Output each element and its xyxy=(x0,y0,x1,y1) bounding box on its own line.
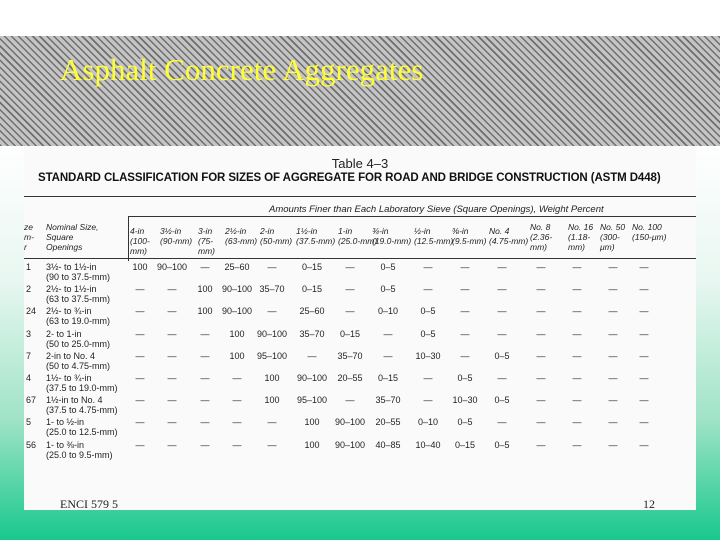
table-cell: — xyxy=(423,284,433,295)
table-cell: — xyxy=(135,417,145,428)
table-cell: — xyxy=(200,350,210,361)
size-number-header: ze m- r xyxy=(24,222,34,252)
size-number: 7 xyxy=(26,350,32,361)
table-cell: 100 xyxy=(229,328,245,339)
table-cell: — xyxy=(200,417,210,428)
table-cell: — xyxy=(167,395,177,406)
table-cell: 100 xyxy=(229,350,245,361)
sieve-column-header: No. 50 (300- μm) xyxy=(600,222,626,252)
table-cell: — xyxy=(200,373,210,383)
table-cell: 0–5 xyxy=(494,350,510,361)
table-cell: 25–60 xyxy=(299,306,325,317)
table-cell: — xyxy=(200,439,210,450)
table-cell: 90–100 xyxy=(256,328,288,339)
table-cell: — xyxy=(497,306,507,317)
table-cell: — xyxy=(536,439,546,450)
table-cell: — xyxy=(232,439,242,450)
table-cell: — xyxy=(167,328,177,339)
table-cell: — xyxy=(167,439,177,450)
table-cell: — xyxy=(497,328,507,339)
table-cell: 35–70 xyxy=(259,284,285,295)
table-cell: — xyxy=(460,306,470,317)
table-cell: — xyxy=(267,262,277,272)
amounts-header: Amounts Finer than Each Laboratory Sieve (Square Openings), Weight Percent xyxy=(269,204,604,215)
table-cell: — xyxy=(167,306,177,317)
size-number: 67 xyxy=(26,395,37,406)
table-cell: — xyxy=(167,373,177,383)
sieve-column-header: 4-in (100- mm) xyxy=(130,226,150,256)
nominal-size-header: Nominal Size, Square Openings xyxy=(46,222,99,252)
table-cell: 0–5 xyxy=(420,306,436,317)
table-cell: — xyxy=(232,417,242,428)
table-cell: — xyxy=(572,328,582,339)
table-cell: — xyxy=(167,350,177,361)
table-cell: — xyxy=(536,373,546,383)
sieve-column-header: 2-in (50-mm) xyxy=(260,226,293,246)
table-cell: — xyxy=(135,439,145,450)
table-cell: — xyxy=(267,306,277,317)
table-cell: — xyxy=(135,284,145,295)
table-cell: — xyxy=(608,373,618,383)
table-cell: — xyxy=(460,284,470,295)
table-cell: 0–15 xyxy=(301,284,323,295)
slide-title: Asphalt Concrete Aggregates xyxy=(60,52,424,87)
table-cell: 100 xyxy=(264,373,280,383)
table-cell: — xyxy=(167,417,177,428)
table-cell: — xyxy=(608,284,618,295)
footer-page-number: 12 xyxy=(643,497,655,511)
table-cell: 100 xyxy=(304,439,320,450)
table-cell: 0–15 xyxy=(301,262,323,272)
table-cell: — xyxy=(608,395,618,406)
sieve-column-header: ¾-in (19.0-mm) xyxy=(372,226,412,246)
table-cell: — xyxy=(536,306,546,317)
table-cell: — xyxy=(608,328,618,339)
size-number: 2 xyxy=(26,284,32,295)
table-cell: 40–85 xyxy=(375,439,401,450)
table-cell: — xyxy=(200,328,210,339)
table-cell: — xyxy=(572,395,582,406)
footer-course-label: ENCI 579 5 xyxy=(60,497,118,511)
table-cell: — xyxy=(572,350,582,361)
table-cell: — xyxy=(639,328,649,339)
table-cell: — xyxy=(536,395,546,406)
table-cell: — xyxy=(345,262,355,272)
table-cell: — xyxy=(497,262,507,272)
table-cell: 95–100 xyxy=(256,350,288,361)
table-cell: — xyxy=(639,306,649,317)
table-cell: — xyxy=(572,284,582,295)
sieve-column-header: No. 16 (1.18- mm) xyxy=(568,222,594,252)
table-cell: — xyxy=(572,373,582,383)
table-cell: 90–100 xyxy=(221,306,253,317)
table-cell: 90–100 xyxy=(334,417,366,428)
table-cell: — xyxy=(167,284,177,295)
table-cell: — xyxy=(345,284,355,295)
table-cell: 0–5 xyxy=(494,439,510,450)
table-cell: 0–5 xyxy=(457,417,473,428)
table-cell: — xyxy=(639,284,649,295)
sieve-column-header: 3-in (75- mm) xyxy=(198,226,215,256)
table-cell: — xyxy=(135,306,145,317)
table-cell: — xyxy=(536,328,546,339)
table-cell: — xyxy=(423,262,433,272)
table-cell: 35–70 xyxy=(299,328,325,339)
table-cell: — xyxy=(345,395,355,406)
table-cell: 0–15 xyxy=(454,439,476,450)
table-cell: 0–5 xyxy=(457,373,473,383)
size-number: 4 xyxy=(26,373,32,383)
table-cell: — xyxy=(608,350,618,361)
table-cell: 10–30 xyxy=(415,350,441,361)
table-cell: — xyxy=(267,439,277,450)
table-cell: 0–5 xyxy=(420,328,436,339)
nominal-size-label: 2½- to ¾-in (63 to 19.0-mm) xyxy=(46,306,111,327)
table-cell: — xyxy=(135,328,145,339)
top-rule xyxy=(24,196,696,197)
table-cell: 100 xyxy=(132,262,148,272)
aggregate-table-image xyxy=(24,146,696,510)
size-number: 3 xyxy=(26,328,32,339)
table-cell: 90–100 xyxy=(334,439,366,450)
header-bottom-rule xyxy=(24,258,696,259)
size-number: 56 xyxy=(26,439,37,450)
table-cell: — xyxy=(639,417,649,428)
sieve-column-header: No. 8 (2.36- mm) xyxy=(530,222,553,252)
table-cell: — xyxy=(572,417,582,428)
size-number: 1 xyxy=(26,262,32,272)
table-cell: — xyxy=(572,306,582,317)
table-cell: 100 xyxy=(264,395,280,406)
table-cell: 90–100 xyxy=(156,262,188,272)
table-cell: 20–55 xyxy=(375,417,401,428)
size-number: 5 xyxy=(26,417,32,428)
table-cell: — xyxy=(639,350,649,361)
table-cell: — xyxy=(608,417,618,428)
table-cell: — xyxy=(639,439,649,450)
table-cell: — xyxy=(383,328,393,339)
table-caption-title: STANDARD CLASSIFICATION FOR SIZES OF AGGREGATE FOR ROAD AND BRIDGE CONSTRUCTION (ASTM D448) xyxy=(38,172,661,184)
sieve-column-header: No. 100 (150-μm) xyxy=(632,222,667,242)
table-cell: 20–55 xyxy=(337,373,363,383)
table-cell: 35–70 xyxy=(375,395,401,406)
sieve-column-header: 1-in (25.0-mm) xyxy=(338,226,378,246)
table-cell: — xyxy=(608,306,618,317)
table-cell: — xyxy=(383,350,393,361)
table-cell: — xyxy=(232,373,242,383)
table-cell: 0–15 xyxy=(377,373,399,383)
table-cell: — xyxy=(200,395,210,406)
nominal-size-label: 2-in to No. 4 (50 to 4.75-mm) xyxy=(46,350,111,371)
table-cell: — xyxy=(536,350,546,361)
table-cell: — xyxy=(639,395,649,406)
table-cell: — xyxy=(572,439,582,450)
table-cell: — xyxy=(200,262,210,272)
table-cell: — xyxy=(135,350,145,361)
table-cell: 100 xyxy=(197,306,213,317)
sieve-column-header: ½-in (12.5-mm) xyxy=(414,226,454,246)
table-cell: — xyxy=(460,262,470,272)
nominal-size-label: 1- to ⅜-in (25.0 to 9.5-mm) xyxy=(46,439,113,460)
table-caption-number: Table 4–3 xyxy=(331,156,389,171)
table-cell: — xyxy=(536,284,546,295)
table-cell: — xyxy=(135,395,145,406)
table-cell: — xyxy=(232,395,242,406)
table-cell: 10–40 xyxy=(415,439,441,450)
table-cell: — xyxy=(639,262,649,272)
table-cell: — xyxy=(135,373,145,383)
table-cell: — xyxy=(608,262,618,272)
table-cell: — xyxy=(267,417,277,428)
table-cell: 0–5 xyxy=(494,395,510,406)
sieve-column-header: ⅜-in (9.5-mm) xyxy=(452,226,487,246)
nominal-size-label: 1- to ½-in (25.0 to 12.5-mm) xyxy=(46,417,118,438)
sieve-column-header: 2½-in (63-mm) xyxy=(225,226,258,246)
table-cell: — xyxy=(497,373,507,383)
table-cell: — xyxy=(497,284,507,295)
table-cell: — xyxy=(608,439,618,450)
table-cell: 100 xyxy=(304,417,320,428)
table-cell: 0–15 xyxy=(339,328,361,339)
table-cell: — xyxy=(307,350,317,361)
table-cell: 0–5 xyxy=(380,284,396,295)
table-cell: — xyxy=(572,262,582,272)
table-cell: 0–10 xyxy=(377,306,399,317)
table-cell: 100 xyxy=(197,284,213,295)
table-cell: — xyxy=(423,395,433,406)
table-cell: — xyxy=(460,350,470,361)
sieve-column-header: No. 4 (4.75-mm) xyxy=(489,226,529,246)
table-cell: — xyxy=(536,262,546,272)
table-cell: 0–5 xyxy=(380,262,396,272)
table-cell: 25–60 xyxy=(224,262,250,272)
table-cell: — xyxy=(536,417,546,428)
sieve-column-header: 3½-in (90-mm) xyxy=(160,226,193,246)
nominal-size-label: 2- to 1-in (50 to 25.0-mm) xyxy=(46,328,111,349)
table-cell: — xyxy=(423,373,433,383)
table-cell: 10–30 xyxy=(452,395,478,406)
amounts-rule xyxy=(128,216,696,217)
size-number: 24 xyxy=(26,306,37,317)
table-cell: 90–100 xyxy=(221,284,253,295)
table-cell: — xyxy=(345,306,355,317)
table-cell: 95–100 xyxy=(296,395,328,406)
sieve-column-header: 1½-in (37.5-mm) xyxy=(296,226,336,246)
table-cell: 90–100 xyxy=(296,373,328,383)
header-divider xyxy=(128,216,129,261)
table-cell: 35–70 xyxy=(337,350,363,361)
nominal-size-label: 1½-in to No. 4 (37.5 to 4.75-mm) xyxy=(46,395,118,416)
nominal-size-label: 3½- to 1½-in (90 to 37.5-mm) xyxy=(46,262,111,282)
nominal-size-label: 2½- to 1½-in (63 to 37.5-mm) xyxy=(46,284,111,305)
nominal-size-label: 1½- to ¾-in (37.5 to 19.0-mm) xyxy=(46,373,118,393)
table-cell: — xyxy=(497,417,507,428)
table-cell: 0–10 xyxy=(417,417,439,428)
table-cell: — xyxy=(639,373,649,383)
table-cell: — xyxy=(460,328,470,339)
